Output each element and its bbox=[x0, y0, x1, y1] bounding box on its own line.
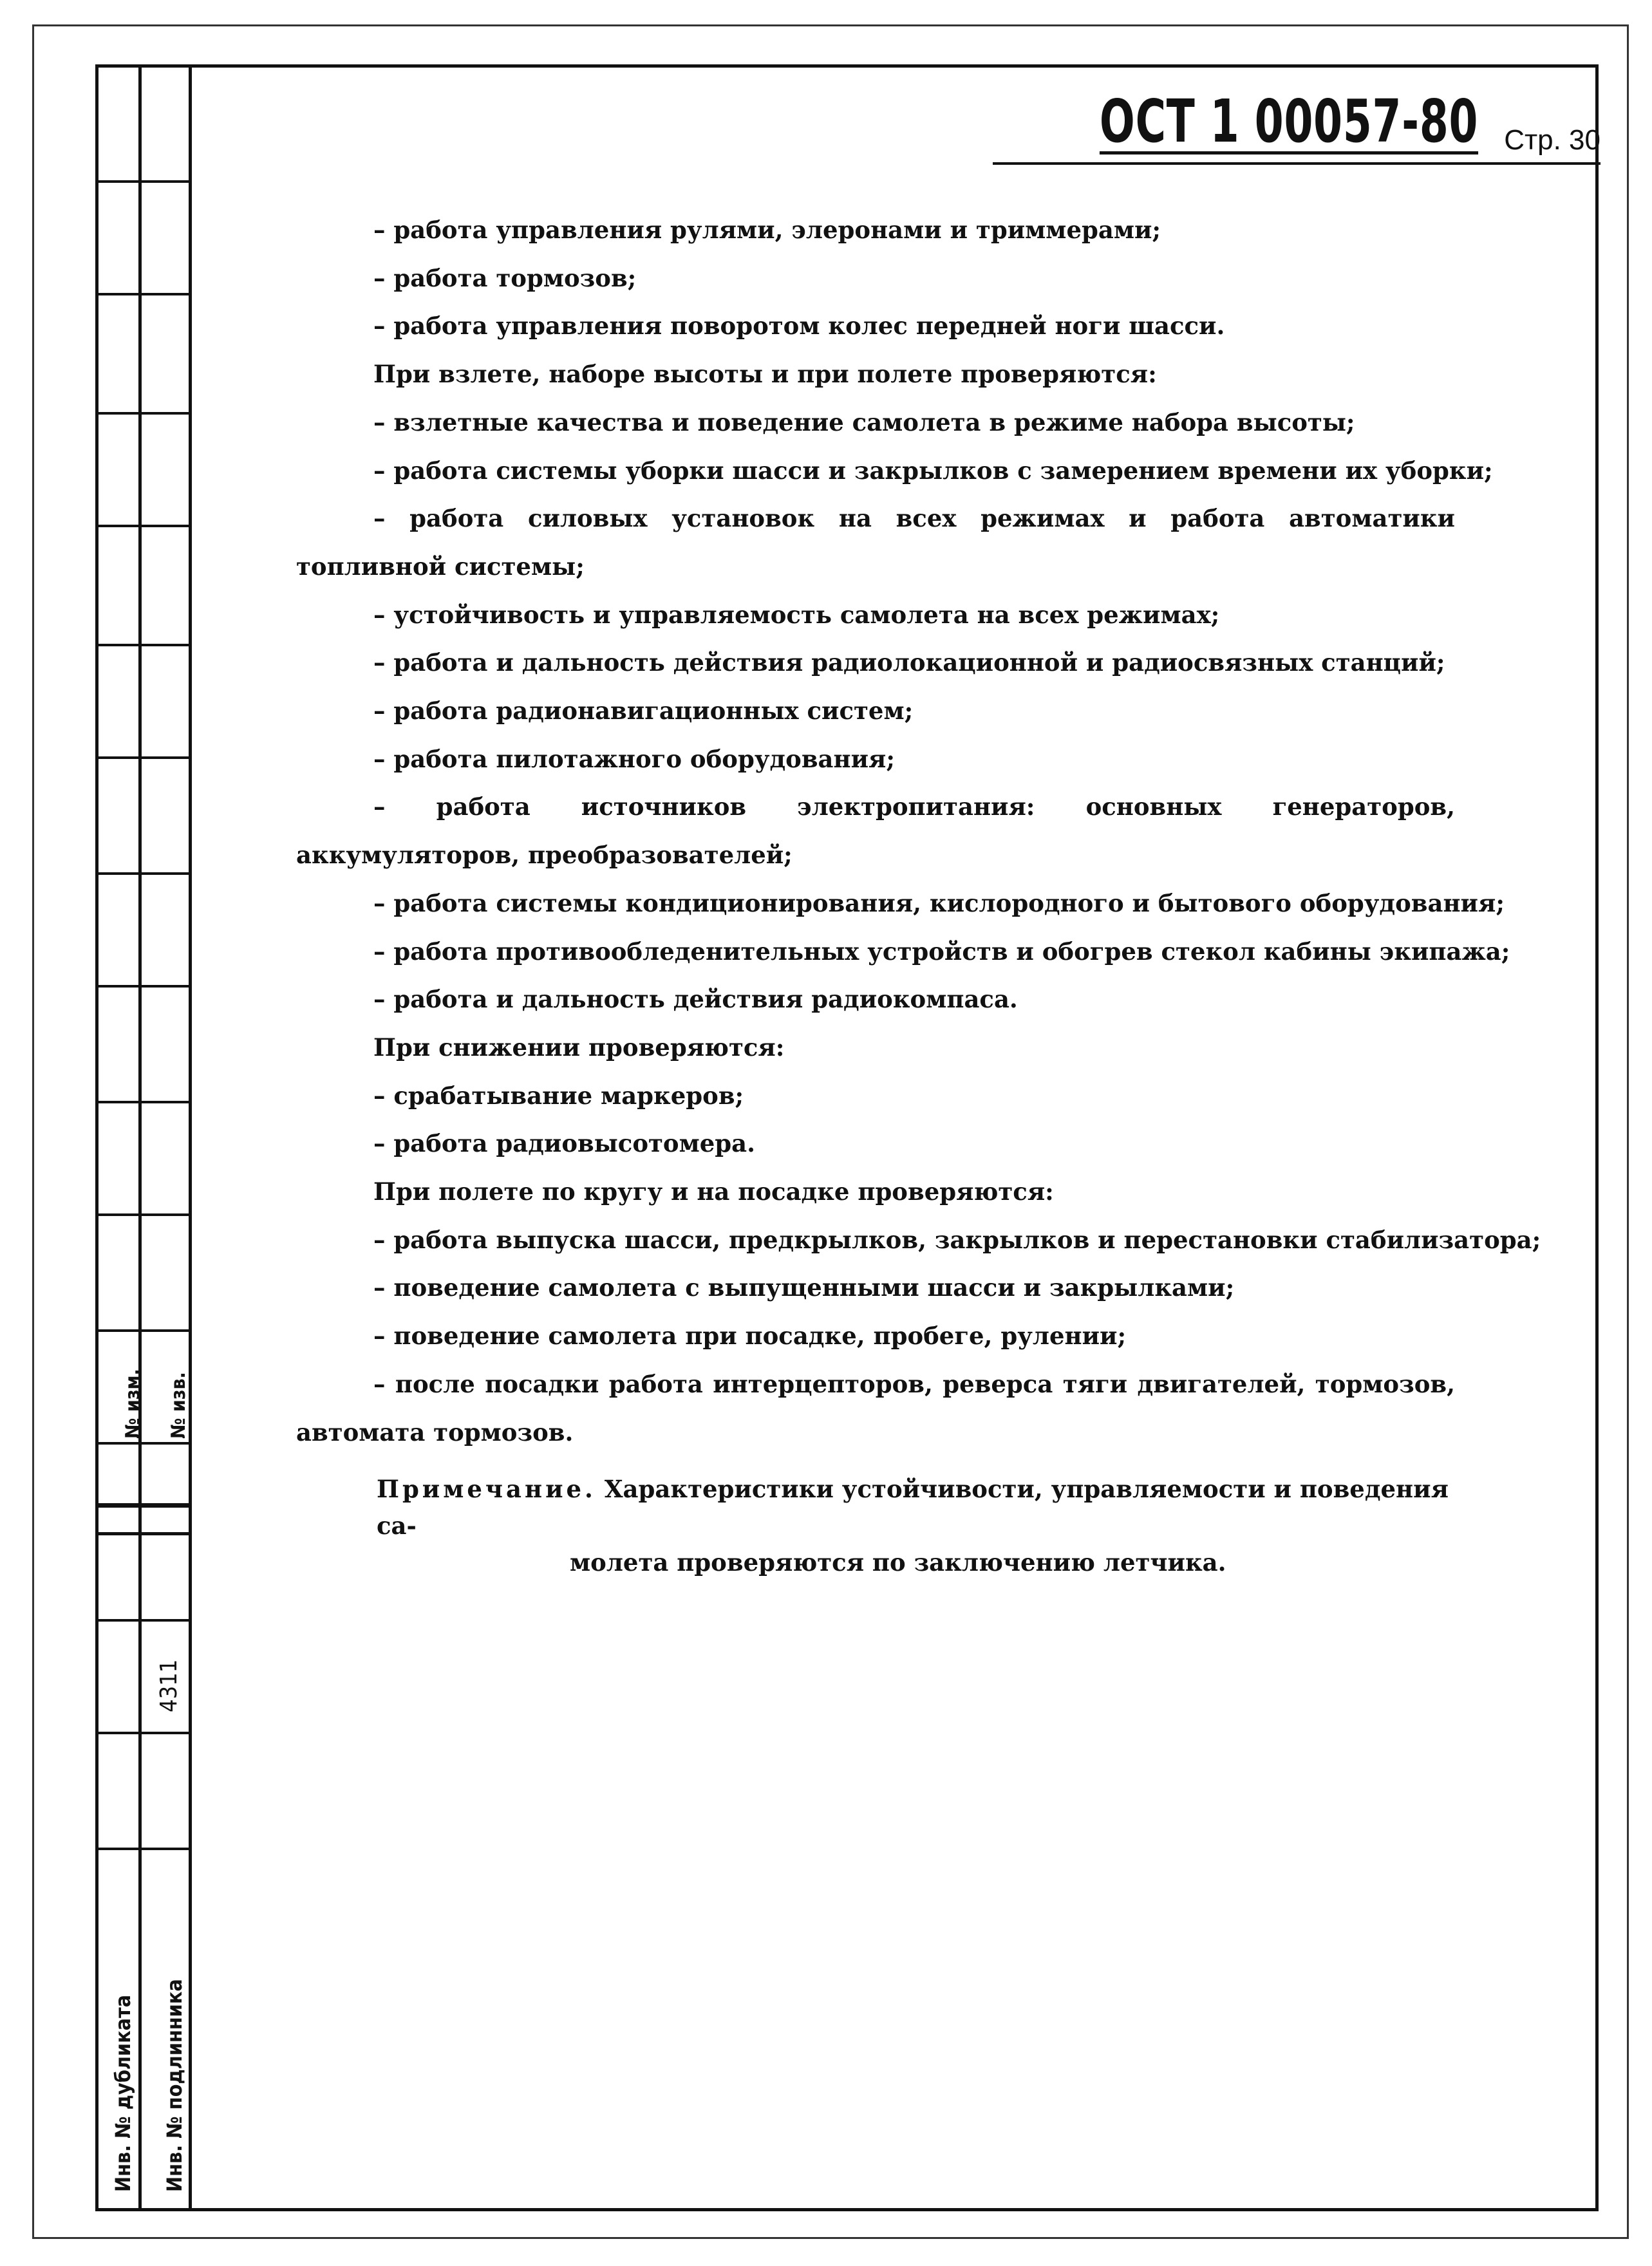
page-header bbox=[993, 84, 1600, 165]
strip-cell-line bbox=[95, 1732, 192, 1734]
list-item: – работа и дальность действия радиолокационной и радиосвязных станций; bbox=[373, 648, 1445, 677]
strip-cell-line bbox=[95, 644, 192, 646]
list-item: – работа тормозов; bbox=[373, 263, 637, 292]
strip-cell-line bbox=[95, 872, 192, 875]
section-intro: При снижении проверяются: bbox=[373, 1033, 785, 1062]
strip-cell-line bbox=[95, 1442, 192, 1445]
duplicate-inventory-label: Инв. № дубликата bbox=[111, 1994, 135, 2192]
inventory-number: 4311 bbox=[156, 1659, 182, 1712]
strip-cell-line bbox=[95, 180, 192, 183]
strip-cell-line bbox=[95, 1213, 192, 1216]
document-code: ОСТ 1 00057-80 bbox=[1099, 87, 1479, 156]
list-item: – работа радиовысотомера. bbox=[373, 1129, 756, 1158]
list-item: – работа системы кондиционирования, кислородного и бытового оборудования; bbox=[373, 888, 1505, 917]
strip-cell-line bbox=[95, 1329, 192, 1332]
list-item: – работа управления поворотом колес передней ноги шасси. bbox=[373, 312, 1225, 341]
list-item: – работа управления рулями, элеронами и триммерами; bbox=[373, 216, 1161, 244]
strip-cell-line bbox=[95, 756, 192, 759]
original-inventory-label: Инв. № подлинника bbox=[162, 1979, 187, 2192]
strip-cell-line bbox=[95, 412, 192, 415]
list-item: – работа и дальность действия радиокомпаса. bbox=[373, 985, 1018, 1014]
list-item: – срабатывание маркеров; bbox=[373, 1081, 744, 1110]
strip-cell-line bbox=[95, 293, 192, 295]
list-item: – работа силовых установок на всех режимах и работа автоматики топливной системы; bbox=[296, 504, 1455, 581]
note-line-2: молета проверяются по заключению летчика. bbox=[570, 1548, 1226, 1577]
list-item: – работа выпуска шасси, предкрылков, закрылков и перестановки стабилизатора; bbox=[373, 1225, 1541, 1254]
list-item: – работа системы уборки шасси и закрылков с замерением времени их уборки; bbox=[373, 456, 1493, 485]
strip-cell-line bbox=[95, 1848, 192, 1850]
list-item: – поведение самолета с выпущенными шасси и закрылками; bbox=[373, 1273, 1235, 1302]
section-intro: При взлете, наборе высоты и при полете проверяются: bbox=[373, 360, 1157, 389]
note-line-1: Характеристики устойчивости, управляемости и поведения са- bbox=[377, 1475, 1449, 1540]
list-item: – работа радионавигационных систем; bbox=[373, 697, 914, 726]
strip-cell-line bbox=[95, 1503, 192, 1508]
page-number: Стр. 30 bbox=[1504, 124, 1600, 156]
side-stamp-strip bbox=[95, 64, 192, 2211]
list-item: – после посадки работа интерцепторов, реверса тяги двигателей, тормозов, автомата тормозов. bbox=[296, 1369, 1455, 1447]
side-strip-divider bbox=[138, 64, 142, 2211]
strip-cell-line bbox=[95, 525, 192, 527]
strip-cell-line bbox=[95, 1532, 192, 1535]
change-number-label: № изм. bbox=[122, 1369, 144, 1439]
note-block bbox=[377, 1471, 1465, 1581]
list-item: – поведение самолета при посадке, пробеге, рулении; bbox=[373, 1322, 1127, 1351]
section-intro: При полете по кругу и на посадке проверяются: bbox=[373, 1177, 1054, 1206]
list-item: – работа противообледенительных устройств и обогрев стекол кабины экипажа; bbox=[373, 937, 1510, 966]
list-item: – работа источников электропитания: основных генераторов, аккумуляторов, преобразователей; bbox=[296, 792, 1455, 870]
document-body bbox=[296, 206, 1541, 1456]
strip-cell-line bbox=[95, 985, 192, 988]
strip-cell-line bbox=[95, 1101, 192, 1103]
list-item: – взлетные качества и поведение самолета в режиме набора высоты; bbox=[373, 407, 1355, 436]
list-item: – работа пилотажного оборудования; bbox=[373, 744, 896, 773]
note-heading: Примечание. bbox=[377, 1475, 596, 1503]
notice-number-label: № изв. bbox=[167, 1372, 190, 1439]
list-item: – устойчивость и управляемость самолета на всех режимах; bbox=[373, 600, 1220, 629]
strip-cell-line bbox=[95, 1619, 192, 1622]
